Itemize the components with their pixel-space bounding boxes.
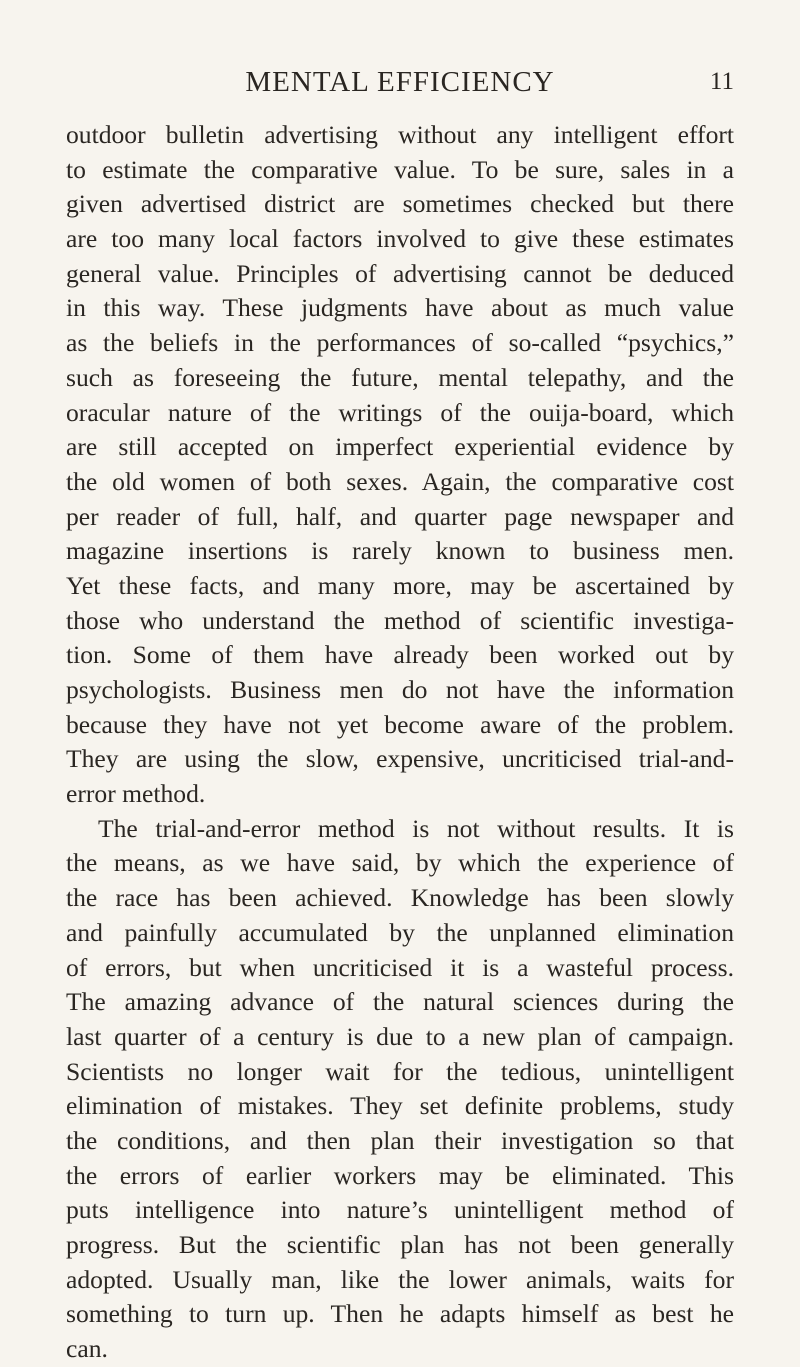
body-text	[66, 118, 734, 1367]
text-line: The trial-and-error method is not without results. It is	[98, 813, 734, 843]
text-line: and painfully accumulated by the unplanned elimination	[66, 917, 734, 947]
text-line: are too many local factors involved to give these estimates	[66, 224, 734, 254]
text-line: general value. Principles of advertising cannot be deduced	[66, 258, 734, 288]
text-line: to estimate the comparative value. To be sure, sales in a	[66, 154, 734, 184]
text-line: outdoor bulletin advertising without any intelligent effort	[66, 120, 734, 149]
text-line: can.	[66, 1334, 108, 1364]
text-line: tion. Some of them have already been worked out by	[66, 640, 734, 670]
text-line: error method.	[66, 779, 206, 809]
text-line: oracular nature of the writings of the ouija-board, which	[66, 397, 734, 427]
text-line: progress. But the scientific plan has not been generally	[66, 1230, 734, 1259]
text-line: as the beliefs in the performances of so-called “psychics,”	[66, 328, 734, 358]
text-line: something to turn up. Then he adapts himself as best he	[66, 1299, 734, 1329]
text-line: puts intelligence into nature’s unintelligent method of	[66, 1195, 734, 1225]
text-line: the conditions, and then plan their investigation so that	[66, 1125, 734, 1155]
text-line: per reader of full, half, and quarter page newspaper and	[66, 501, 734, 531]
text-line: the old women of both sexes. Again, the comparative cost	[66, 466, 734, 496]
text-line: because they have not yet become aware of the problem.	[66, 709, 734, 739]
text-line: such as foreseeing the future, mental telepathy, and the	[66, 362, 734, 392]
text-line: in this way. These judgments have about as much value	[66, 293, 734, 323]
page-number: 11	[709, 68, 734, 95]
text-line: elimination of mistakes. They set definite problems, study	[66, 1091, 734, 1121]
text-line: They are using the slow, expensive, uncriticised trial-and-	[66, 744, 734, 774]
text-line: of errors, but when uncriticised it is a wasteful process.	[66, 952, 734, 982]
text-line: the means, as we have said, by which the experience of	[66, 848, 734, 878]
text-line: last quarter of a century is due to a new plan of campaign.	[66, 1021, 734, 1051]
text-line: The amazing advance of the natural sciences during the	[66, 987, 734, 1017]
text-line: the errors of earlier workers may be eliminated. This	[66, 1160, 734, 1190]
text-line: psychologists. Business men do not have the information	[66, 675, 734, 704]
running-head	[66, 62, 734, 102]
text-line: Yet these facts, and many more, may be ascertained by	[66, 570, 734, 600]
text-line: Scientists no longer wait for the tedious, unintelligent	[66, 1056, 734, 1086]
text-line: given advertised district are sometimes checked but there	[66, 189, 734, 219]
running-title: MENTAL EFFICIENCY	[245, 66, 555, 98]
text-line: those who understand the method of scientific investiga-	[66, 605, 734, 635]
text-line: adopted. Usually man, like the lower animals, waits for	[66, 1264, 734, 1294]
text-line: are still accepted on imperfect experiential evidence by	[66, 432, 734, 462]
text-line: the race has been achieved. Knowledge has been slowly	[66, 883, 734, 913]
text-line: magazine insertions is rarely known to business men.	[66, 536, 734, 566]
